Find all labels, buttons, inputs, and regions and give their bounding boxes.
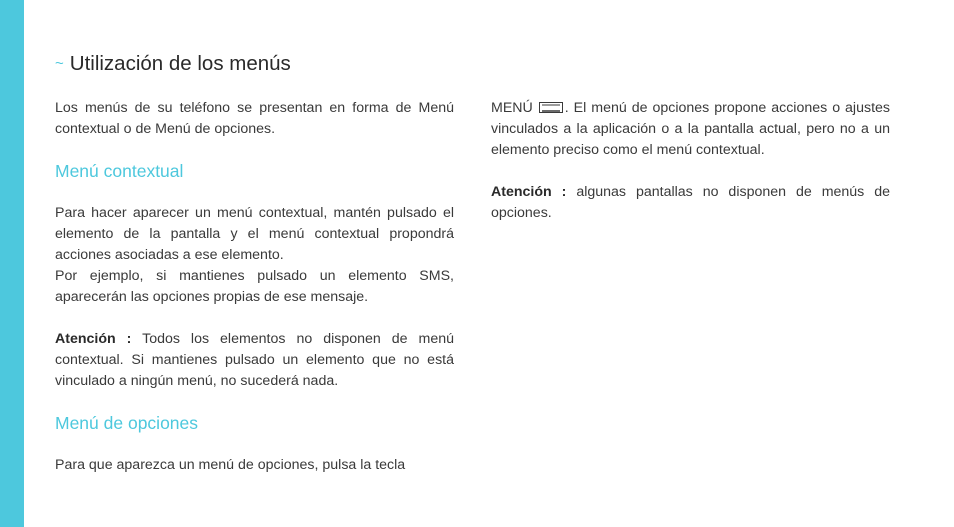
right-attention-paragraph bbox=[491, 182, 890, 224]
page-title bbox=[55, 52, 291, 76]
right-column bbox=[491, 98, 890, 224]
contextual-menu-heading: Menú contextual bbox=[55, 161, 184, 181]
menu-word: MENÚ bbox=[491, 100, 533, 116]
options-menu-heading: Menú de opciones bbox=[55, 413, 199, 433]
attention-label: Atención : bbox=[55, 331, 132, 347]
menu-description: . El menú de opciones propone acciones o ajustes vinculados a la aplicación o a la pantalla actual, pero no a un elemento preciso como el menú contextual. bbox=[491, 100, 890, 158]
contextual-paragraph-2: Por ejemplo, si mantienes pulsado un elemento SMS, aparecerán las opciones propias de ese mensaje. bbox=[55, 268, 454, 305]
left-column bbox=[55, 98, 454, 476]
options-paragraph-continued bbox=[491, 98, 890, 161]
menu-key-icon bbox=[539, 102, 563, 113]
attention-text-right: algunas pantallas no disponen de menús de opciones. bbox=[491, 184, 890, 221]
contextual-attention-paragraph bbox=[55, 329, 454, 392]
attention-label-right: Atención : bbox=[491, 184, 567, 200]
side-accent-bar bbox=[0, 0, 24, 527]
title-tilde: ~ bbox=[55, 55, 64, 72]
options-paragraph-start: Para que aparezca un menú de opciones, pulsa la tecla bbox=[55, 457, 406, 473]
intro-paragraph: Los menús de su teléfono se presentan en forma de Menú contextual o de Menú de opciones. bbox=[55, 100, 454, 137]
title-text: Utilización de los menús bbox=[69, 52, 291, 75]
contextual-paragraph-1: Para hacer aparecer un menú contextual, mantén pulsado el elemento de la pantalla y el menú contextual propondrá acciones asociadas a ese elemento. bbox=[55, 205, 454, 263]
attention-text: Todos los elementos no disponen de menú contextual. Si mantienes pulsado un elemento que no está vinculado a ningún menú, no sucederá nada. bbox=[55, 331, 454, 389]
